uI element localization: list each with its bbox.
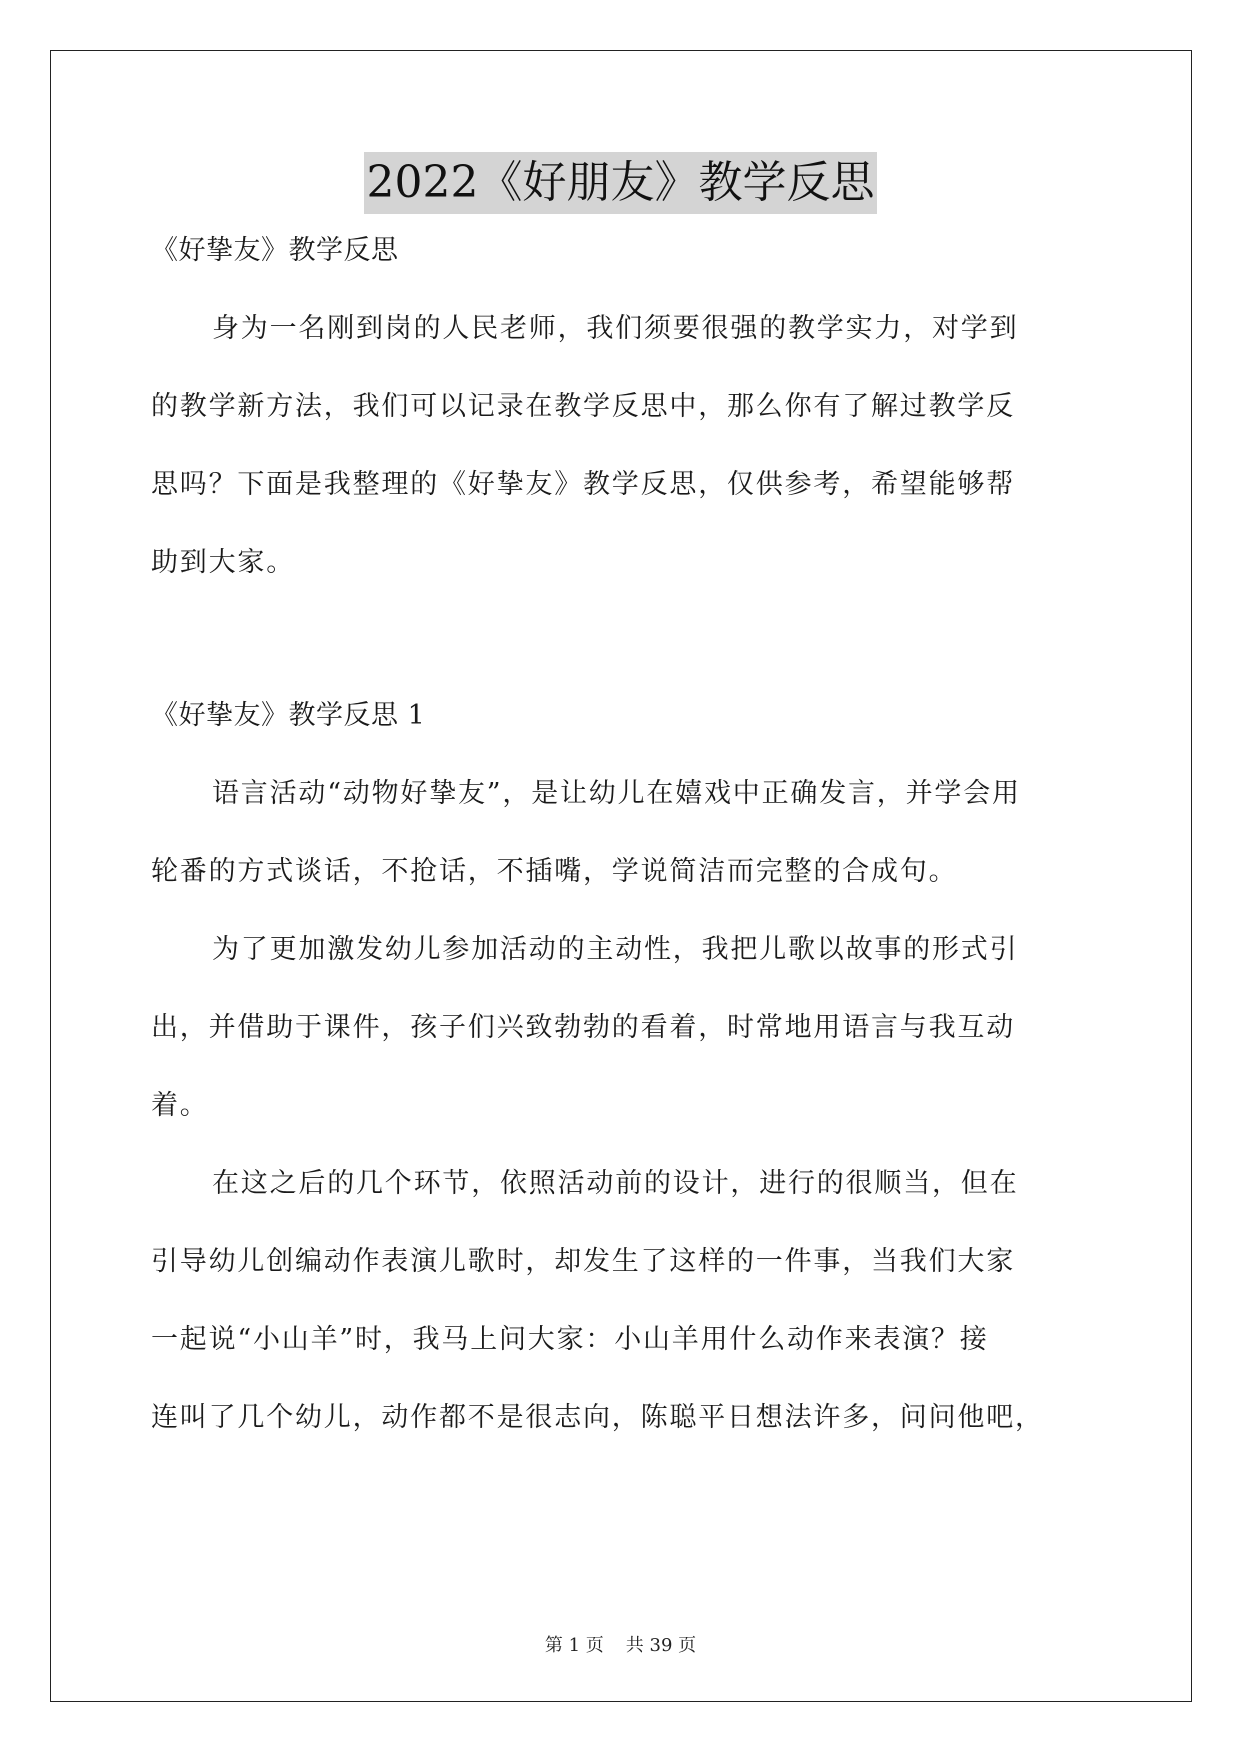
page-total: 共 39 页 <box>625 1635 697 1656</box>
paragraph-line: 一起说“小山羊”时，我马上问大家：小山羊用什么动作来表演？接 <box>151 1324 989 1355</box>
paragraph-line: 思吗？下面是我整理的《好挚友》教学反思，仅供参考，希望能够帮 <box>151 469 1015 500</box>
paragraph-line: 引导幼儿创编动作表演儿歌时，却发生了这样的一件事，当我们大家 <box>151 1246 1015 1277</box>
page-number: 第 1 页 <box>544 1635 604 1656</box>
paragraph-line: 为了更加激发幼儿参加活动的主动性，我把儿歌以故事的形式引 <box>212 934 1019 965</box>
section-gap <box>151 622 1091 697</box>
paragraph-line: 身为一名刚到岗的人民老师，我们须要很强的教学实力，对学到 <box>212 313 1019 344</box>
document-title: 2022《好朋友》教学反思 <box>364 152 878 214</box>
intro-heading: 《好挚友》教学反思 <box>151 235 399 266</box>
document-body <box>151 232 1091 1477</box>
section-heading: 《好挚友》教学反思 1 <box>151 700 426 731</box>
paragraph-line: 助到大家。 <box>151 547 295 578</box>
page-footer <box>0 1631 1241 1657</box>
paragraph-line: 在这之后的几个环节，依照活动前的设计，进行的很顺当，但在 <box>212 1168 1019 1199</box>
paragraph-line: 轮番的方式谈话，不抢话，不插嘴，学说简洁而完整的合成句。 <box>151 856 958 887</box>
title-container <box>0 152 1241 214</box>
paragraph-line: 连叫了几个幼儿，动作都不是很志向，陈聪平日想法许多，问问他吧， <box>151 1402 1044 1433</box>
paragraph-line: 语言活动“动物好挚友”，是让幼儿在嬉戏中正确发言，并学会用 <box>212 778 1021 809</box>
paragraph-line: 的教学新方法，我们可以记录在教学反思中，那么你有了解过教学反 <box>151 391 1015 422</box>
paragraph-line: 出，并借助于课件，孩子们兴致勃勃的看着，时常地用语言与我互动 <box>151 1012 1015 1043</box>
paragraph-line: 着。 <box>151 1090 209 1121</box>
